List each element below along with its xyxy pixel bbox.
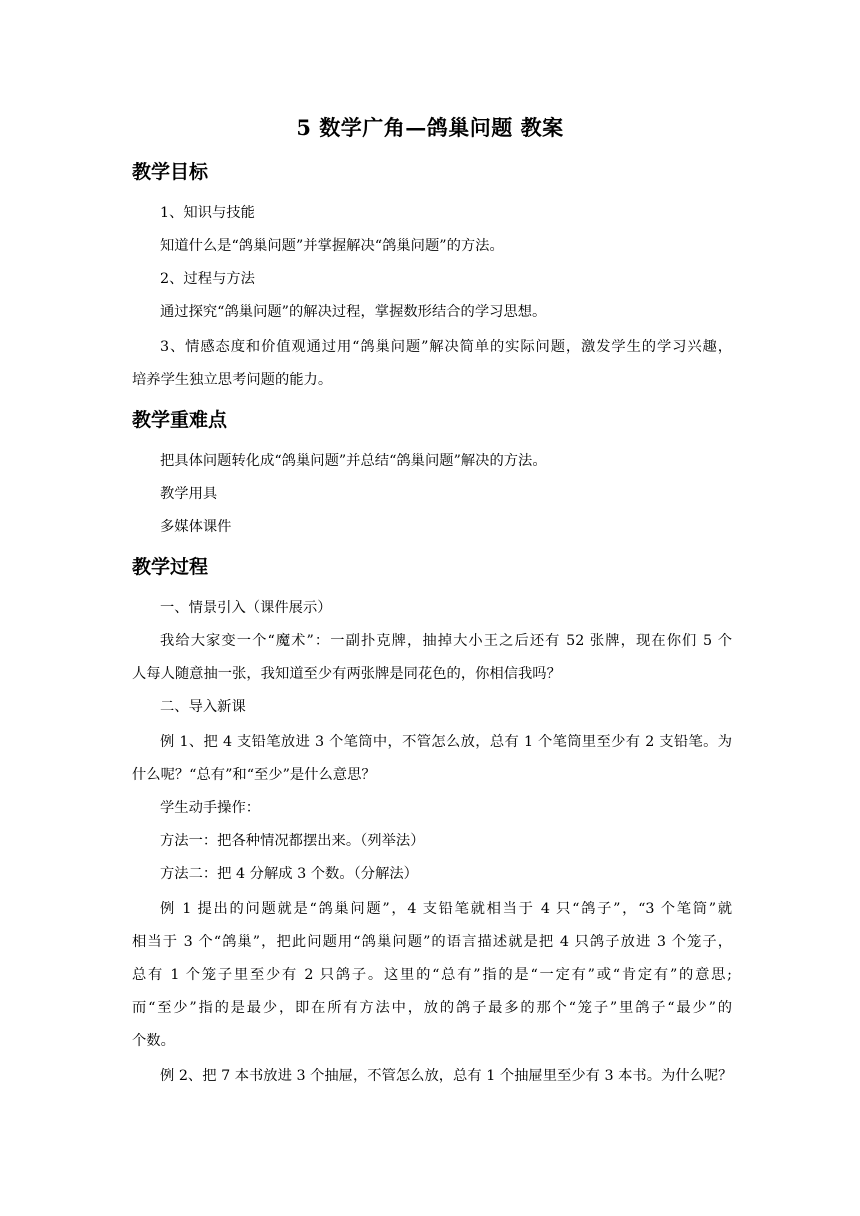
paragraph: 学生动手操作： [160,800,261,816]
heading-keypoints: 教学重难点 [132,409,228,431]
paragraph: 培养学生独立思考问题的能力。 [132,372,333,388]
paragraph: 一、情景引入（课件展示） [160,600,332,616]
paragraph: 例 1、把 4 支铅笔放进 3 个笔筒中，不管怎么放，总有 1 个笔筒里至少有 2 支铅笔。为 [160,734,732,750]
paragraph: 方法一：把各种情况都摆出来。（列举法） [160,833,425,849]
paragraph: 知道什么是“鸽巢问题”并掌握解决“鸽巢问题”的方法。 [160,238,504,254]
paragraph: 通过探究“鸽巢问题”的解决过程，掌握数形结合的学习思想。 [160,304,547,320]
paragraph: 2、过程与方法 [160,271,255,287]
paragraph: 3、情感态度和价值观通过用“鸽巢问题”解决简单的实际问题，激发学生的学习兴趣， [160,339,732,355]
paragraph: 个数。 [132,1033,175,1049]
paragraph: 相当于 3 个“鸽巢”，把此问题用“鸽巢问题”的语言描述就是把 4 只鸽子放进 3 个笼子， [132,934,732,950]
paragraph: 例 2、把 7 本书放进 3 个抽屉，不管怎么放，总有 1 个抽屉里至少有 3 本书。为什么呢？ [160,1068,733,1084]
paragraph: 我给大家变一个“魔术”：一副扑克牌，抽掉大小王之后还有 52 张牌，现在你们 5 个 [160,633,732,649]
paragraph: 1、知识与技能 [160,205,255,221]
paragraph: 把具体问题转化成“鸽巢问题”并总结“鸽巢问题”解决的方法。 [160,453,547,469]
paragraph: 方法二：把 4 分解成 3 个数。（分解法） [160,866,418,882]
paragraph: 什么呢？“总有”和“至少”是什么意思？ [132,767,376,783]
paragraph: 二、导入新课 [160,699,246,715]
paragraph: 总有 1 个笼子里至少有 2 只鸽子。这里的“总有”指的是“一定有”或“肯定有”的意思; [132,967,732,983]
paragraph: 教学用具 [160,486,218,502]
document-title: 5 数学广角—鸽巢问题 教案 [296,115,564,140]
paragraph: 多媒体课件 [160,519,232,535]
paragraph: 而“至少”指的是最少，即在所有方法中，放的鸽子最多的那个“笼子”里鸽子“最少”的 [132,1000,732,1016]
heading-process: 教学过程 [132,556,209,578]
heading-goals: 教学目标 [132,161,209,183]
paragraph: 人每人随意抽一张，我知道至少有两张牌是同花色的，你相信我吗？ [132,666,561,682]
paragraph: 例 1 提出的问题就是“鸽巢问题”，4 支铅笔就相当于 4 只“鸽子”，“3 个笔筒”就 [160,901,732,917]
